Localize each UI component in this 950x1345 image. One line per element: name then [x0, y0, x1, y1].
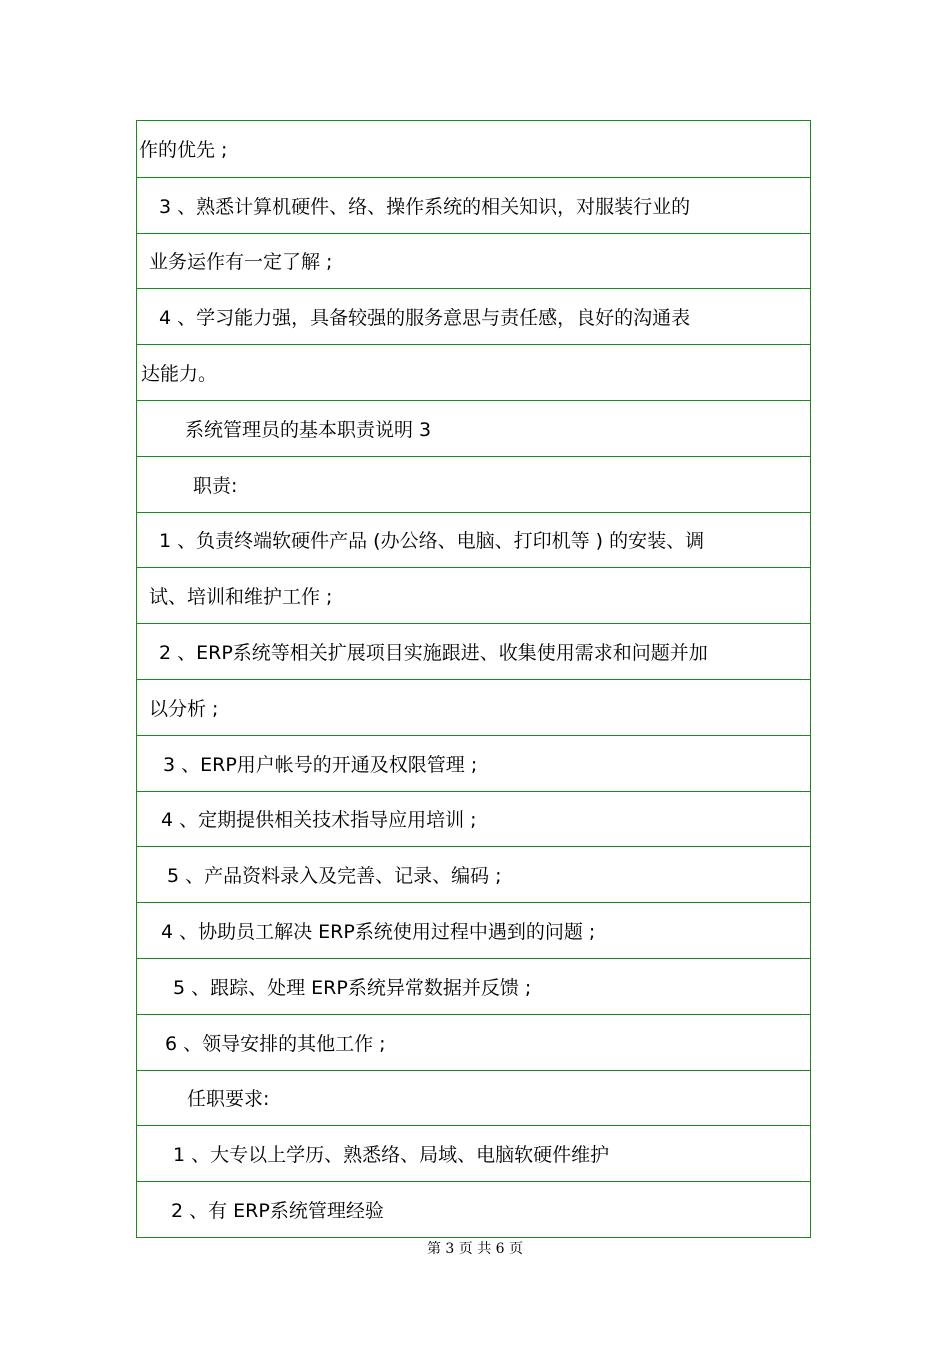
section-title: 系统管理员的基本职责说明 3 — [137, 400, 810, 456]
table-row: 试、培训和维护工作 ; — [137, 567, 810, 623]
table-row: 3 、熟悉计算机硬件、络、操作系统的相关知识，对服装行业的 — [137, 177, 810, 233]
table-row: 3 、ERP用户帐号的开通及权限管理 ; — [137, 735, 810, 791]
table-row: 5 、跟踪、处理 ERP系统异常数据并反馈 ; — [137, 958, 810, 1014]
table-row: 1 、负责终端软硬件产品 (办公络、电脑、打印机等 ) 的安装、调 — [137, 512, 810, 568]
table-row: 1 、大专以上学历、熟悉络、局域、电脑软硬件维护 — [137, 1125, 810, 1181]
table-row: 5 、产品资料录入及完善、记录、编码 ; — [137, 846, 810, 902]
table-row: 4 、学习能力强，具备较强的服务意思与责任感，良好的沟通表 — [137, 288, 810, 344]
table-row: 2 、有 ERP系统管理经验 — [137, 1181, 810, 1237]
table-row: 以分析 ; — [137, 679, 810, 735]
table-row: 作的优先 ; — [139, 139, 228, 162]
table-row: 6 、领导安排的其他工作 ; — [137, 1014, 810, 1070]
page-number-footer: 第 3 页 共 6 页 — [426, 1241, 524, 1257]
table-row: 达能力。 — [137, 344, 810, 400]
section-heading-requirements: 任职要求: — [137, 1070, 810, 1126]
section-heading-duties: 职责: — [137, 456, 810, 512]
document-table — [136, 120, 811, 1238]
table-row: 业务运作有一定了解 ; — [137, 233, 810, 289]
table-row: 4 、协助员工解决 ERP系统使用过程中遇到的问题 ; — [137, 902, 810, 958]
table-row: 4 、定期提供相关技术指导应用培训 ; — [137, 791, 810, 847]
table-row: 2 、ERP系统等相关扩展项目实施跟进、收集使用需求和问题并加 — [137, 623, 810, 679]
